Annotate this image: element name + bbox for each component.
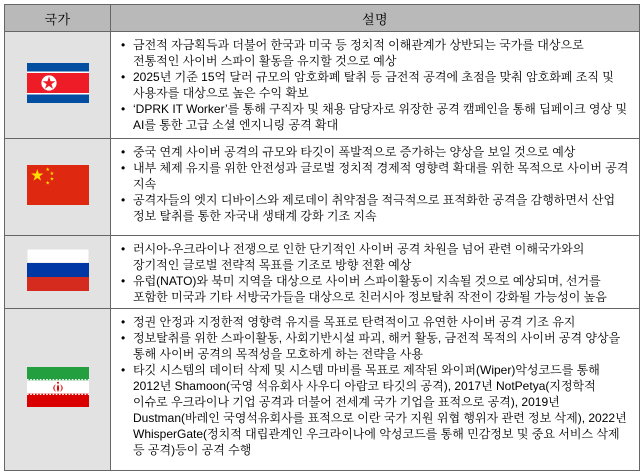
bullet-item: • 타깃 시스템의 데이터 삭제 및 시스템 마비를 목표로 제작된 와이퍼(Wiper)악성코드를 통해 2012년 Shamoon(국영 석유회사 사우디 아람코 타깃의 공격), 2017년 NotPetya(지정학적 이슈로 우크라이나 기업 공격과 더불어 전세계 국가 기업을 표적으로 공격), 2019년 Dustman(바레인 국영석유회사를 표적으로 이란 국가 지원 위협 행위자 관련 정보 삭제), 2022년 WhisperGate(정치적 대립관계인 우크라이나에 악성코드를 통해 민감정보 및 중요 서비스 삭제 등 공격)등이 공격 수행 bbox=[116, 362, 633, 458]
bullet-item: • 정보탈취를 위한 스파이활동, 사회기반시설 파괴, 해커 활동, 금전적 목적의 사이버 공격 양상을 통해 사이버 공격의 목적성을 모호하게 하는 전략을 사용 bbox=[116, 330, 633, 362]
bullet-item: • 공격자들의 엣지 디바이스와 제로데이 취약점을 적극적으로 표적화한 공격을 감행하면서 산업 정보 탈취를 통한 자국내 생태계 강화 기조 지속 bbox=[116, 192, 633, 224]
description-cell bbox=[111, 32, 640, 139]
header-row bbox=[5, 5, 640, 32]
country-cell bbox=[5, 139, 111, 236]
table-row-russia bbox=[5, 236, 640, 309]
bullet-list bbox=[116, 144, 633, 224]
column-header-description: 설명 bbox=[111, 5, 640, 32]
country-cell bbox=[5, 32, 111, 139]
table-row-north-korea bbox=[5, 32, 640, 139]
russia-flag bbox=[27, 249, 89, 291]
table-row-iran bbox=[5, 309, 640, 471]
north-korea-flag bbox=[27, 63, 89, 103]
bullet-item: • 중국 연계 사이버 공격의 규모와 타깃이 폭발적으로 증가하는 양상을 보일 것으로 예상 bbox=[116, 144, 633, 160]
bullet-list bbox=[116, 37, 633, 133]
china-flag bbox=[27, 165, 89, 205]
country-threat-table bbox=[4, 4, 640, 471]
bullet-item: • 내부 체제 유지를 위한 안전성과 글로벌 정치적 경제적 영향력 확대를 위한 목적으로 사이버 공격 지속 bbox=[116, 160, 633, 192]
country-cell bbox=[5, 236, 111, 309]
description-cell bbox=[111, 139, 640, 236]
bullet-item: • 유럽(NATO)와 북미 지역을 대상으로 사이버 스파이활동이 지속될 것으로 예상되며, 선거를 포함한 미국과 기타 서방국가들을 대상으로 친러시아 정보탈취 작전이 강화될 가능성이 높음 bbox=[116, 273, 633, 305]
bullet-list bbox=[116, 314, 633, 458]
iran-flag bbox=[27, 367, 89, 407]
description-cell bbox=[111, 236, 640, 309]
bullet-item: • 정권 안정과 지정한적 영향력 유지를 목표로 탄력적이고 유연한 사이버 공격 기조 유지 bbox=[116, 314, 633, 330]
bullet-item: • 금전적 자금획득과 더불어 한국과 미국 등 정치적 이해관계가 상반되는 국가를 대상으로 전통적인 사이버 스파이 활동을 유지할 것으로 예상 bbox=[116, 37, 633, 69]
bullet-item: • 2025년 기준 15억 달러 규모의 암호화폐 탈취 등 금전적 공격에 초점을 맞춰 암호화폐 조직 및 사용자를 대상으로 높은 수익 확보 bbox=[116, 69, 633, 101]
description-cell bbox=[111, 309, 640, 471]
bullet-list bbox=[116, 241, 633, 305]
country-cell bbox=[5, 309, 111, 471]
bullet-item: • ‘DPRK IT Worker’를 통해 구직자 및 채용 담당자로 위장한 공격 캠페인을 통해 딥페이크 영상 및 AI를 통한 고급 소셜 엔지니링 공격 확대 bbox=[116, 101, 633, 133]
column-header-country: 국가 bbox=[5, 5, 111, 32]
table-row-china bbox=[5, 139, 640, 236]
bullet-item: • 러시아-우크라이나 전쟁으로 인한 단기적인 사이버 공격 차원을 넘어 관련 이해국가와의 장기적인 글로벌 전략적 목표를 기조로 방향 전환 예상 bbox=[116, 241, 633, 273]
